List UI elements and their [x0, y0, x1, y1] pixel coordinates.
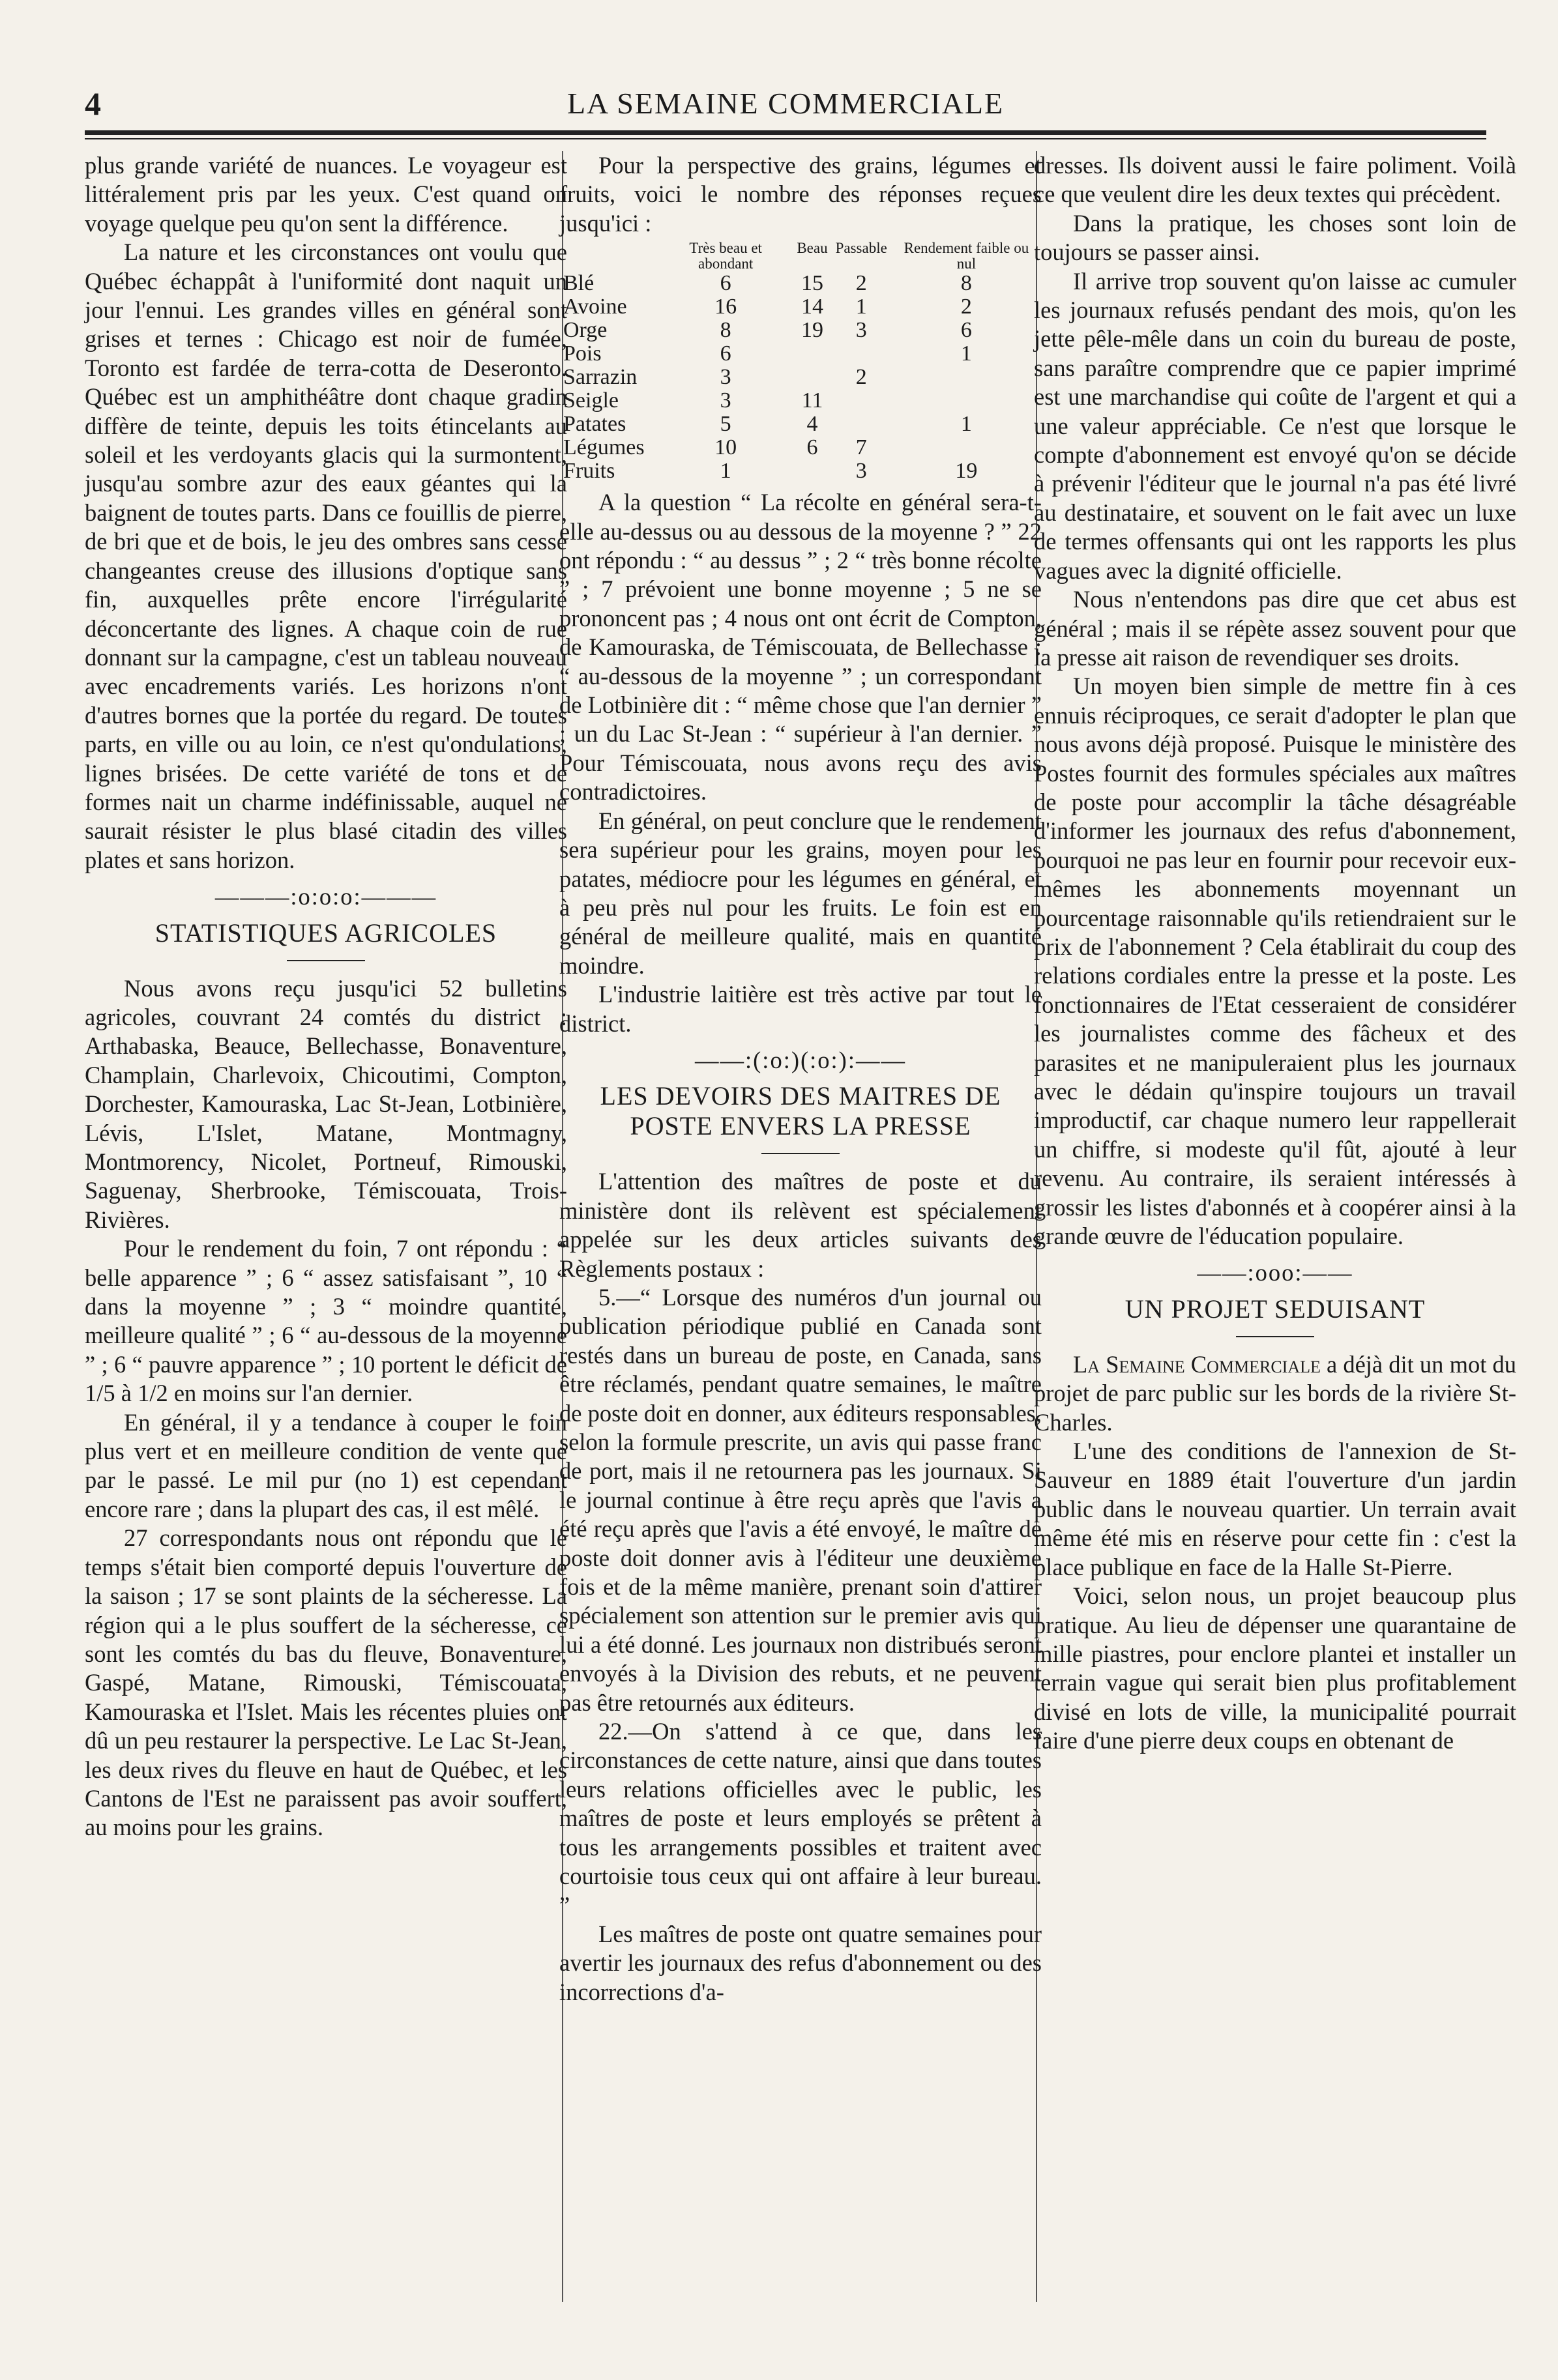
paragraph: Les maîtres de poste ont quatre semaines pour avertir les journaux des refus d'abonnement ou des incorrections d'a-	[559, 1920, 1042, 2005]
section-separator: ——:ooo:——	[1197, 1259, 1353, 1286]
heading-rule	[761, 1153, 840, 1154]
publication-name: La Semaine Commerciale	[1073, 1350, 1321, 1378]
table-cell: 19	[955, 459, 978, 484]
column-1	[85, 151, 567, 1842]
heading-rule	[287, 960, 365, 961]
paragraph: L'industrie laitière est très active par tout le district.	[559, 981, 1042, 1037]
crop-name-cell: Légumes	[563, 435, 645, 460]
table-cell: 6	[720, 271, 731, 296]
table-row	[559, 366, 1042, 389]
table-cell	[891, 389, 1042, 413]
section-separator: ———:o:o:o:———	[214, 883, 437, 910]
table-header-cell	[559, 240, 658, 272]
crop-name-cell: Sarrazin	[563, 365, 638, 390]
table-cell: 6	[806, 435, 818, 460]
paragraph: A la question “ La récolte en général sera-t-elle au-dessus ou au dessous de la moyenne ? ” 22 ont répondu : “ au dessus ” ; 2 “ très bonne récolte ” ; 7 prévoient une bonne moyenne ; 5 ne se prononcent pas ; 4 nous ont ont écrit de Compton, de Kamouraska, de Témiscouata, de Bellechasse : “ au-dessous de la moyenne ” ; un correspondant de Lotbinière dit : “ même chose que l'an dernier ” ; un du Lac St-Jean : “ supérieur à l'an dernier. ” Pour Témiscouata, nous avons reçu des avis contradictoires.	[559, 489, 1042, 805]
paragraph: Pour la perspective des grains, légumes et fruits, voici le nombre des réponses reçues jusqu'ici :	[559, 152, 1042, 237]
paragraph: En général, on peut conclure que le rendement sera supérieur pour les grains, moyen pour les patates, médiocre pour les légumes en général, et à peu près nul pour les fruits. Le foin est en général de meilleure qualité, mais en quantité moindre.	[559, 807, 1042, 979]
paragraph	[1034, 1350, 1516, 1437]
paragraph: L'attention des maîtres de poste et du ministère dont ils relèvent est spécialement appelée sur les deux articles suivants des Règlements postaux :	[559, 1168, 1042, 1282]
paragraph: Nous avons reçu jusqu'ici 52 bulletins agricoles, couvrant 24 comtés du district : Arthabaska, Beauce, Bellechasse, Bonaventure, Champlain, Charlevoix, Chicoutimi, Compton, Dorchester, Kamouraska, Lac St-Jean, Lotbinière, Lévis, L'Islet, Matane, Montmagny, Montmorency, Nicolet, Portneuf, Rimouski, Saguenay, Sherbrooke, Témiscouata, Trois-Rivières.	[85, 974, 567, 1233]
page-number: 4	[85, 85, 101, 122]
table-cell: 1	[720, 459, 731, 484]
table-cell	[793, 459, 831, 483]
paragraph: 5.—“ Lorsque des numéros d'un journal ou publication périodique publié en Canada sont restés dans un bureau de poste, en Canada, sans être réclamés, pendant quatre semaines, le maître de poste doit en donner, aux éditeurs responsables, selon la formule prescrite, un avis qui passe franc de port, mais il ne retournera pas les journaux. Si le journal continue à être reçu après que l'avis a été reçu après que l'avis a été envoyé, le maître de poste doit donner avis à l'éditeur une deuxième fois et de la même manière, prenant soin d'attirer spécialement son attention sur le premier avis qui lui a été donné. Les journaux non distribués seront envoyés à la Division des rebuts, et ne peuvent pas être retournés aux éditeurs.	[559, 1283, 1042, 1716]
table-cell	[891, 436, 1042, 459]
page-header	[85, 85, 1486, 130]
paragraph: Un moyen bien simple de mettre fin à ces ennuis réciproques, ce serait d'adopter le plan que nous avons déjà proposé. Puisque le ministère des Postes fournit des formules spéciales aux maîtres de poste pour accomplir la tâche désagréable d'informer les journaux des refus d'abonnement, pourquoi ne pas leur en fournir pour recevoir eux-mêmes les abonnements moyennant un pourcentage raisonnable qu'ils retiendraient sur le prix de l'abonnement ? Cela établirait du coup des relations cordiales entre la presse et la poste. Les fonctionnaires de l'Etat cesseraient de considérer les journalistes comme des fâcheux et des parasites et ne manipuleraient plus les journaux avec le dédain qu'inspire toujours un travail improductif, car chaque numero leur rappellerait un chiffre, si modeste qu'il fût, ajouté à leur revenu. Au contraire, ils seraient intéressés à grossir les listes d'abonnés et à coopérer ainsi à la grande œuvre de l'éducation populaire.	[1034, 673, 1516, 1250]
table-cell: 1	[960, 341, 972, 366]
table-cell: 3	[720, 388, 731, 413]
table-cell: 8	[960, 271, 972, 296]
table-row	[559, 459, 1042, 483]
table-cell: 10	[714, 435, 737, 460]
paragraph: dresses. Ils doivent aussi le faire poliment. Voilà ce que veulent dire les deux textes qui précèdent.	[1034, 152, 1516, 208]
table-cell: 2	[855, 365, 867, 390]
table-header-row	[559, 240, 1042, 272]
table-cell	[891, 366, 1042, 389]
table-cell: 15	[801, 271, 823, 296]
crop-name-cell: Seigle	[563, 388, 619, 413]
section-heading: LES DEVOIRS DES MAITRES DE POSTE ENVERS LA PRESSE	[600, 1081, 1001, 1141]
paragraph: plus grande variété de nuances. Le voyageur est littéralement pris par les yeux. C'est quand on voyage quelque peu qu'on sent la différence.	[85, 152, 567, 237]
table-cell: 4	[806, 412, 818, 437]
header-rule	[85, 130, 1486, 135]
paragraph: 27 correspondants nous ont répondu que le temps s'était bien comporté depuis l'ouverture de la saison ; 17 se sont plaints de la sécheresse. La région qui a le plus souffert de la sécheresse, ce sont les comtés du bas du fleuve, Bonaventure, Gaspé, Matane, Rimouski, Témiscouata, Kamouraska et l'Islet. Mais les récentes pluies ont dû un peu restaurer la perspective. Le Lac St-Jean, les deux rives du fleuve en haut de Québec, et les Cantons de l'Est ne paraissent pas avoir souffert, au moins pour les grains.	[85, 1524, 567, 1841]
heading-rule	[1236, 1336, 1314, 1337]
running-head: LA SEMAINE COMMERCIALE	[566, 87, 1005, 120]
table-header-cell: Passable	[835, 240, 887, 257]
table-row	[559, 436, 1042, 459]
table-cell: 11	[801, 388, 823, 413]
table-row	[559, 319, 1042, 342]
table-row	[559, 342, 1042, 366]
table-cell	[793, 366, 831, 389]
paragraph: 22.—On s'attend à ce que, dans les circonstances de cette nature, ainsi que dans toutes leurs relations officielles avec le public, les maîtres de poste et leurs employés se prêtent à tous les arrangements possibles et traitent avec courtoisie tous ceux qui ont affaire à leur bureau. ”	[559, 1718, 1042, 1919]
table-cell: 3	[855, 459, 867, 484]
table-cell: 6	[960, 318, 972, 343]
crop-name-cell: Fruits	[563, 459, 615, 484]
crop-name-cell: Patates	[563, 412, 626, 437]
paragraph: En général, il y a tendance à couper le foin plus vert et en meilleure condition de vente que par le passé. Le mil pur (no 1) est cependant encore rare ; dans la plupart des cas, il est mêlé.	[85, 1408, 567, 1522]
table-cell: 2	[855, 271, 867, 296]
table-cell: 1	[960, 412, 972, 437]
paragraph: La nature et les circonstances ont voulu que Québec échappât à l'uniformité dont naquit un jour l'ennui. Les grandes villes en général sont grises et ternes : Chicago est noir de fumée, Toronto est fardée de terra-cotta de Deseronto. Québec est un amphithéâtre dont chaque gradin diffère de teinte, depuis les toits étincelants au soleil et les verdoyants glacis qui la surmontent, jusqu'au sombre azur des eaux géantes qui la baignent de toutes parts. Dans ce fouillis de pierre, de bri que et de bois, le jeu des ombres sans cesse changeantes creuse des illusions d'optique sans fin, auxquelles prête encore l'irrégularité déconcertante des lignes. A chaque coin de rue donnant sur la campagne, c'est un tableau nouveau avec encadrements variés. Les horizons n'ont d'autres bornes que la portée du regard. De toutes parts, en ville ou au loin, ce n'est qu'ondulations, lignes brisées. De cette variété de tons et de formes nait un charme indéfinissable, auquel ne saurait résister le plus blasé citadin des villes plates et sans horizon.	[85, 239, 567, 873]
paragraph: Nous n'entendons pas dire que cet abus est général ; mais il se répète assez souvent pour que la presse ait raison de revendiquer ses droits.	[1034, 586, 1516, 671]
paragraph: Dans la pratique, les choses sont loin de toujours se passer ainsi.	[1034, 209, 1516, 266]
table-cell: 5	[720, 412, 731, 437]
table-row	[559, 295, 1042, 319]
crop-name-cell: Orge	[563, 318, 608, 343]
table-cell: 14	[801, 295, 823, 319]
section-heading: UN PROJET SEDUISANT	[1124, 1294, 1426, 1324]
table-cell: 3	[720, 365, 731, 390]
table-cell: 3	[855, 318, 867, 343]
paragraph-text: a déjà dit un mot du projet de parc public sur les bords de la rivière St-Charles.	[1034, 1350, 1516, 1436]
section-separator: ——:(:o:)(:o:):——	[695, 1046, 906, 1073]
table-header-cell: Beau	[797, 240, 828, 257]
header-rule-thin	[85, 138, 1486, 139]
column-3	[1034, 151, 1516, 1756]
table-cell: 19	[801, 318, 823, 343]
paragraph: Pour le rendement du foin, 7 ont répondu : “ belle apparence ” ; 6 “ assez satisfaisant ”, 10 “ dans la moyenne ” ; 3 “ moindre quantité, meilleure qualité ” ; 6 “ au-dessous de la moyenne ” ; 6 “ pauvre apparence ” ; 10 portent le déficit de 1/5 à 1/2 en moins sur l'an dernier.	[85, 1235, 567, 1407]
table-cell	[793, 342, 831, 366]
crop-name-cell: Avoine	[563, 295, 627, 319]
table-row	[559, 413, 1042, 436]
table-header-cell: Rendement faible ou nul	[904, 240, 1029, 272]
column-2	[559, 151, 1042, 2007]
table-cell: 2	[960, 295, 972, 319]
paragraph: L'une des conditions de l'annexion de St-Sauveur en 1889 était l'ouverture d'un jardin public dans le nouveau quartier. Un terrain avait même été mis en réserve pour cette fin : c'est la place publique en face de la Halle St-Pierre.	[1034, 1438, 1516, 1580]
table-row	[559, 389, 1042, 413]
section-heading: STATISTIQUES AGRICOLES	[154, 918, 497, 948]
table-header-cell: Très beau et abondant	[689, 240, 762, 272]
paragraph: Il arrive trop souvent qu'on laisse ac cumuler les journaux refusés pendant des mois, qu'on les jette pêle-mêle dans un coin du bureau de poste, sans paraître comprendre que ce papier imprimé est une marchandise qui coûte de l'argent et qui a une valeur appréciable. Ce n'est que lorsque le compte d'abonnement est envoyé qu'on se décide à prévenir l'éditeur que le journal n'a pas été livré au destinataire, et souvent on le fait avec un luxe de termes offensants qui ont les rapports les plus vagues avec la dignité officielle.	[1034, 267, 1516, 584]
paragraph: Voici, selon nous, un projet beaucoup plus pratique. Au lieu de dépenser une quarantaine de mille piastres, pour enclore plantei et installer un terrain vague qui serait bien plus profitablement divisé en lots de ville, la municipalité pourrait faire d'une pierre deux coups en obtenant de	[1034, 1582, 1516, 1754]
crop-name-cell: Pois	[563, 341, 602, 366]
table-cell: 8	[720, 318, 731, 343]
table-cell	[832, 389, 891, 413]
table-cell: 7	[855, 435, 867, 460]
crop-name-cell: Blé	[563, 271, 595, 296]
table-cell: 1	[855, 295, 867, 319]
table-cell: 16	[714, 295, 737, 319]
harvest-table	[559, 240, 1042, 483]
table-row	[559, 272, 1042, 295]
table-cell	[832, 413, 891, 436]
table-cell	[832, 342, 891, 366]
table-cell: 6	[720, 341, 731, 366]
